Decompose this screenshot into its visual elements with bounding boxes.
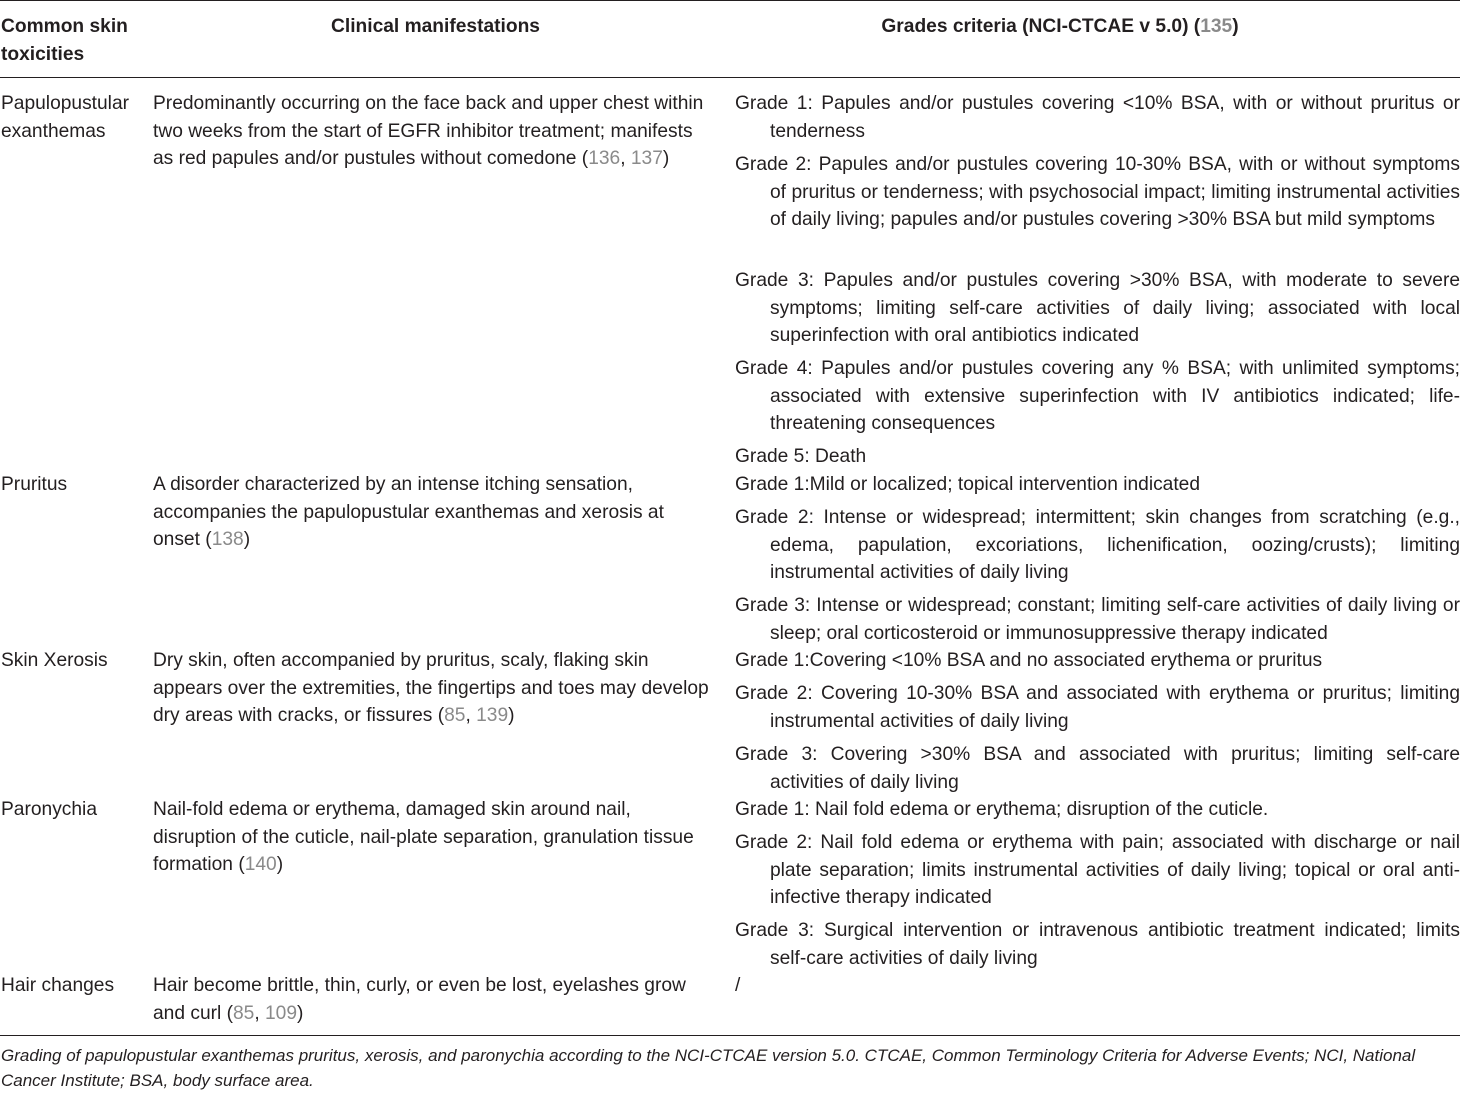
grade-criterion: Grade 3: Surgical intervention or intravenous antibiotic treatment indicated; limits self-care activities of daily living [735, 920, 1460, 969]
citation-link[interactable]: 85 [444, 705, 466, 726]
clinical-manifestation: Hair become brittle, thin, curly, or even be lost, eyelashes grow and curl (85, 109) [153, 975, 686, 1024]
clinical-manifestation: Dry skin, often accompanied by pruritus, scaly, flaking skin appears over the extremities, the fingertips and toes may develop dry areas with cracks, or fissures (85, 139) [153, 650, 709, 726]
header-grades-ref[interactable]: 135 [1200, 16, 1233, 37]
grade-criterion: Grade 1:Covering <10% BSA and no associated erythema or pruritus [735, 650, 1323, 671]
grade-criterion: Grade 1:Mild or localized; topical intervention indicated [735, 474, 1201, 495]
grade-criterion: Grade 3: Papules and/or pustules covering >30% BSA, with moderate to severe symptoms; limiting self-care activities of daily living; associated with local superinfection with oral antibiotics indicated [735, 270, 1460, 346]
grade-criterion: Grade 3: Intense or widespread; constant; limiting self-care activities of daily living or sleep; oral corticosteroid or immunosuppressive therapy indicated [735, 595, 1460, 644]
grade-criterion: Grade 2: Nail fold edema or erythema with pain; associated with discharge or nail plate separation; limits instrumental activities of daily living; topical or oral anti-infective therapy indicated [735, 832, 1460, 908]
clinical-manifestation: Predominantly occurring on the face back and upper chest within two weeks from the start of EGFR inhibitor treatment; manifests as red papules and/or pustules without comedone (136, 137) [153, 93, 704, 169]
header-grades-close: ) [1232, 16, 1239, 37]
manifestation-text: Nail-fold edema or erythema, damaged skin around nail, disruption of the cuticle, nail-plate separation, granulation tissue formation [153, 799, 694, 875]
header-clinical-manifestations: Clinical manifestations [331, 16, 540, 37]
header-rule [0, 77, 1460, 78]
grade-criterion: Grade 5: Death [735, 446, 867, 467]
toxicity-name: Paronychia [1, 799, 97, 820]
grade-criterion: Grade 2: Papules and/or pustules covering 10-30% BSA, with or without symptoms of pruritus or tenderness; with psychosocial impact; limiting instrumental activities of daily living; papules and/or pustules covering >30% BSA but mild symptoms [735, 154, 1460, 230]
toxicity-name: Skin Xerosis [1, 650, 108, 671]
clinical-manifestation: Nail-fold edema or erythema, damaged skin around nail, disruption of the cuticle, nail-plate separation, granulation tissue formation (140) [153, 799, 694, 875]
toxicity-name: Pruritus [1, 474, 68, 495]
citation-link[interactable]: 137 [630, 148, 663, 169]
grade-criterion: Grade 1: Nail fold edema or erythema; disruption of the cuticle. [735, 799, 1269, 820]
citation-link[interactable]: 140 [244, 854, 277, 875]
toxicity-name: Papulopustular exanthemas [1, 93, 130, 142]
citation-link[interactable]: 139 [476, 705, 509, 726]
grade-criterion: Grade 1: Papules and/or pustules covering <10% BSA, with or without pruritus or tenderness [735, 93, 1460, 142]
citation-link[interactable]: 138 [211, 529, 244, 550]
manifestation-text: Dry skin, often accompanied by pruritus, scaly, flaking skin appears over the extremities, the fingertips and toes may develop dry areas with cracks, or fissures [153, 650, 709, 726]
toxicity-name: Hair changes [1, 975, 115, 996]
citation-link[interactable]: 109 [265, 1002, 298, 1024]
header-grades-text: Grades criteria (NCI-CTCAE v 5.0) ( [881, 16, 1201, 37]
grade-criterion: Grade 4: Papules and/or pustules covering any % BSA; with unlimited symptoms; associated with extensive superinfection with IV antibiotics indicated; life-threatening consequences [735, 358, 1460, 434]
citation-link[interactable]: 136 [588, 148, 621, 169]
manifestation-text: A disorder characterized by an intense itching sensation, accompanies the papulopustular exanthemas and xerosis at onset [153, 474, 664, 550]
grade-criterion: Grade 2: Covering 10-30% BSA and associated with erythema or pruritus; limiting instrumental activities of daily living [735, 683, 1460, 732]
manifestation-text: Hair become brittle, thin, curly, or even be lost, eyelashes grow and curl [153, 975, 686, 1024]
header-common-skin-toxicities: Common skin toxicities [1, 16, 128, 65]
citation-link[interactable]: 85 [233, 1002, 255, 1024]
header-grades-criteria [735, 13, 1385, 41]
grade-criterion: / [735, 975, 741, 996]
grade-criterion: Grade 2: Intense or widespread; intermittent; skin changes from scratching (e.g., edema, papulation, excoriations, lichenification, oozing/crusts); limiting instrumental activities of daily living [735, 507, 1460, 583]
grade-criterion: Grade 3: Covering >30% BSA and associated with pruritus; limiting self-care activities of daily living [735, 744, 1460, 793]
manifestation-text: Predominantly occurring on the face back and upper chest within two weeks from the start of EGFR inhibitor treatment; manifests as red papules and/or pustules without comedone [153, 93, 704, 169]
table-bottom-rule [0, 1035, 1460, 1036]
table-footnote: Grading of papulopustular exanthemas pruritus, xerosis, and paronychia according to the NCI-CTCAE version 5.0. CTCAE, Common Terminology Criteria for Adverse Events; NCI, National Cancer Institute; BSA, body surface area. [1, 1046, 1416, 1090]
clinical-manifestation: A disorder characterized by an intense itching sensation, accompanies the papulopustular exanthemas and xerosis at onset (138) [153, 474, 664, 550]
table-top-rule [0, 0, 1460, 1]
